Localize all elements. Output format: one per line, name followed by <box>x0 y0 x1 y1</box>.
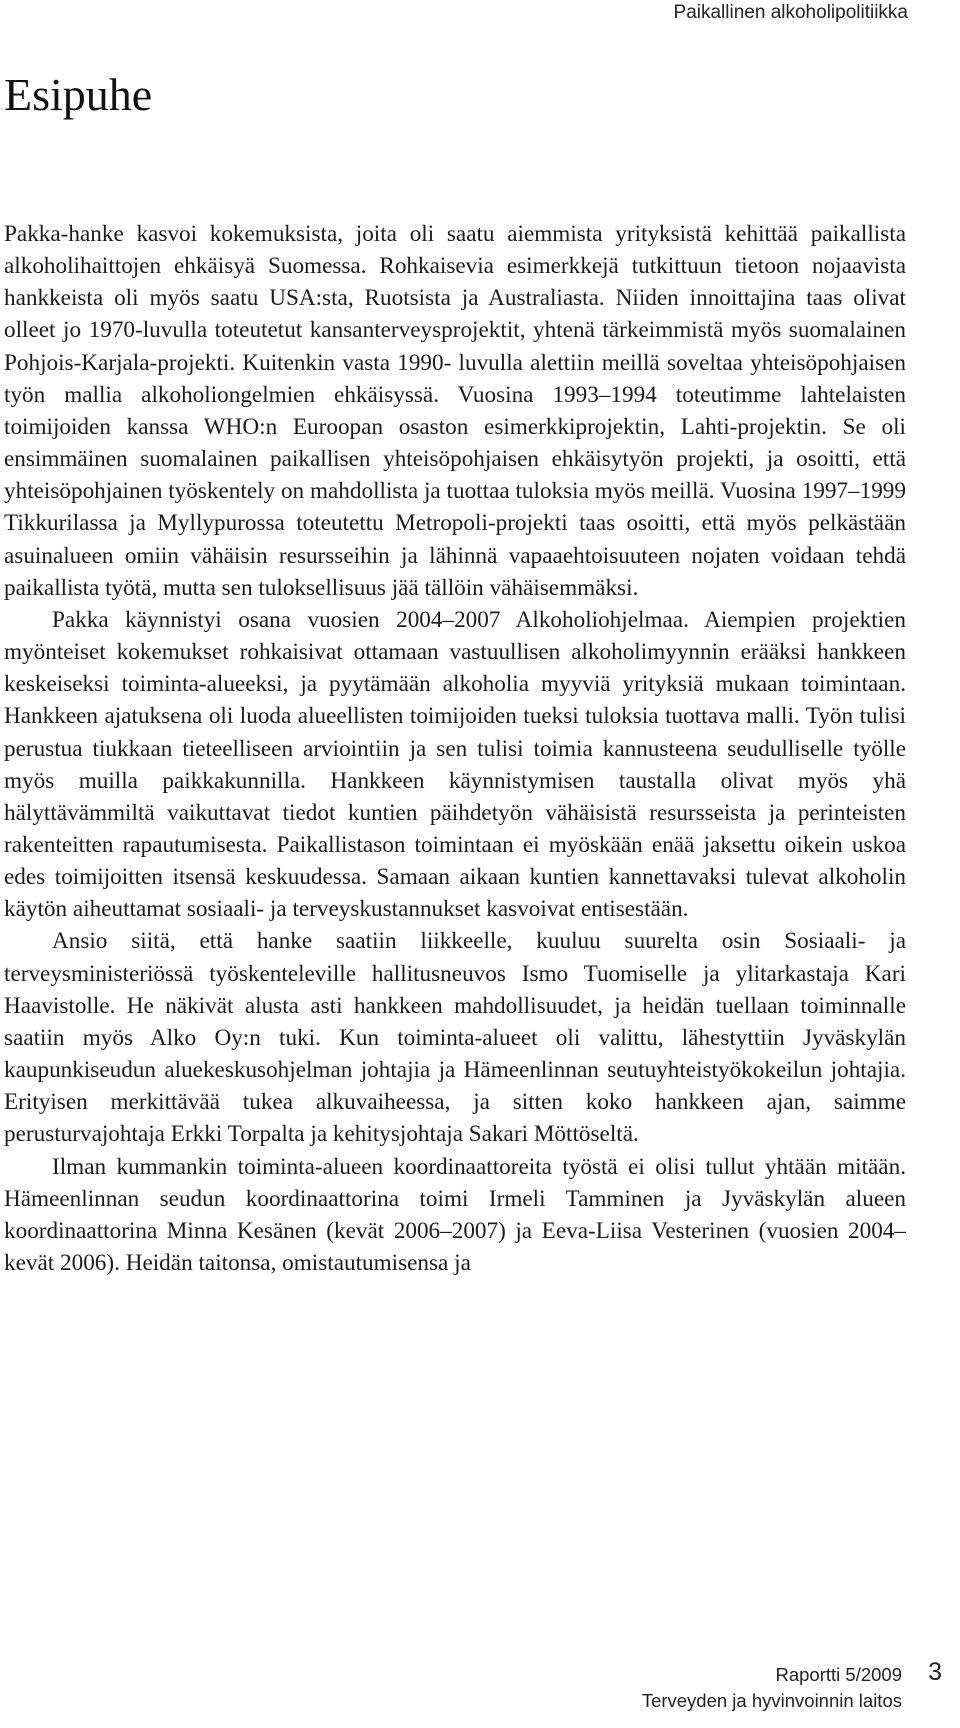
page-number: 3 <box>928 1658 942 1686</box>
page-footer <box>642 1662 902 1714</box>
paragraph-3: Ansio siitä, että hanke saatiin liikkeelle, kuuluu suurelta osin Sosiaali- ja terveysministeriössä työskenteleville hallitusneuvos Ismo Tuomiselle ja ylitarkastaja Kari Haavistolle. He näkivät alusta asti hankkeen mahdollisuudet, ja heidän tuellaan toiminnalle saatiin myös Alko Oy:n tuki. Kun toiminta-alueet oli valittu, lähestyttiin Jyväskylän kaupunkiseudun aluekeskusohjelman johtajia ja Hämeenlinnan seutuyhteistyökokeilun johtajia. Erityisen merkittävää tukea alkuvaiheessa, ja sitten koko hankkeen ajan, saimme perusturvajohtaja Erkki Torpalta ja kehitysjohtaja Sakari Möttöseltä. <box>4 928 906 1148</box>
body-text <box>4 218 906 1279</box>
report-label: Raportti 5/2009 <box>775 1664 902 1685</box>
running-head: Paikallinen alkoholipolitiikka <box>673 2 908 23</box>
page-title: Esipuhe <box>4 69 153 120</box>
paragraph-1: Pakka-hanke kasvoi kokemuksista, joita oli saatu aiemmista yrityksistä kehittää paikallista alkoholihaittojen ehkäisyä Suomessa. Rohkaisevia esimerkkejä tutkittuun tietoon nojaavista hankkeista oli myös saatu USA:sta, Ruotsista ja Australiasta. Niiden innoittajina taas olivat olleet jo 1970-luvulla toteutetut kansanterveysprojektit, yhtenä tärkeimmistä myös suomalainen Pohjois-Karjala-projekti. Kuitenkin vasta 1990- luvulla alettiin meillä soveltaa yhteisöpohjaisen työn mallia alkoholiongelmien ehkäisyssä. Vuosina 1993–1994 toteutimme lahtelaisten toimijoiden kanssa WHO:n Euroopan osaston esimerkkiprojektin, Lahti-projektin. Se oli ensimmäinen suomalainen paikallisen yhteisöpohjaisen ehkäisytyön projekti, ja osoitti, että yhteisöpohjainen työskentely on mahdollista ja tuottaa tuloksia myös meillä. Vuosina 1997–1999 Tikkurilassa ja Myllypurossa toteutettu Metropoli-projekti taas osoitti, että myös pelkästään asuinalueen omiin vähäisin resursseihin ja lähinnä vapaaehtoisuuteen nojaten voidaan tehdä paikallista työtä, mutta sen tuloksellisuus jää tällöin vähäisemmäksi. <box>4 221 906 601</box>
paragraph-4: Ilman kummankin toiminta-alueen koordinaattoreita työstä ei olisi tullut yhtään mitään. Hämeenlinnan seudun koordinaattorina toimi Irmeli Tamminen ja Jyväskylän alueen koordinaattorina Minna Kesänen (kevät 2006–2007) ja Eeva-Liisa Vesterinen (vuosien 2004–kevät 2006). Heidän taitonsa, omistautumisensa ja <box>4 1153 906 1276</box>
institution-label: Terveyden ja hyvinvoinnin laitos <box>641 1690 902 1711</box>
paragraph-2: Pakka käynnistyi osana vuosien 2004–2007 Alkoholiohjelmaa. Aiempien projektien myönteiset kokemukset rohkaisivat ottamaan vastuullisen alkoholimyynnin erääksi hankkeen keskeiseksi toiminta-alueeksi, ja pyytämään alkoholia myyviä yrityksiä mukaan toimintaan. Hankkeen ajatuksena oli luoda alueellisten toimijoiden tueksi tuloksia tuottava malli. Työn tulisi perustua tiukkaan tieteelliseen arviointiin ja sen tulisi toimia kannusteena seudulliselle työlle myös muilla paikkakunnilla. Hankkeen käynnistymisen taustalla olivat myös yhä hälyttävämmiltä vaikuttavat tiedot kuntien päihdetyön vähäisistä resursseista ja perinteisten rakenteitten rapautumisesta. Paikallistason toimintaan ei myöskään enää jaksettu oikein uskoa edes toimijoitten itsensä keskuudessa. Samaan aikaan kuntien kannettavaksi tulevat alkoholin käytön aiheuttamat sosiaali- ja terveyskustannukset kasvoivat entisestään. <box>4 606 906 923</box>
